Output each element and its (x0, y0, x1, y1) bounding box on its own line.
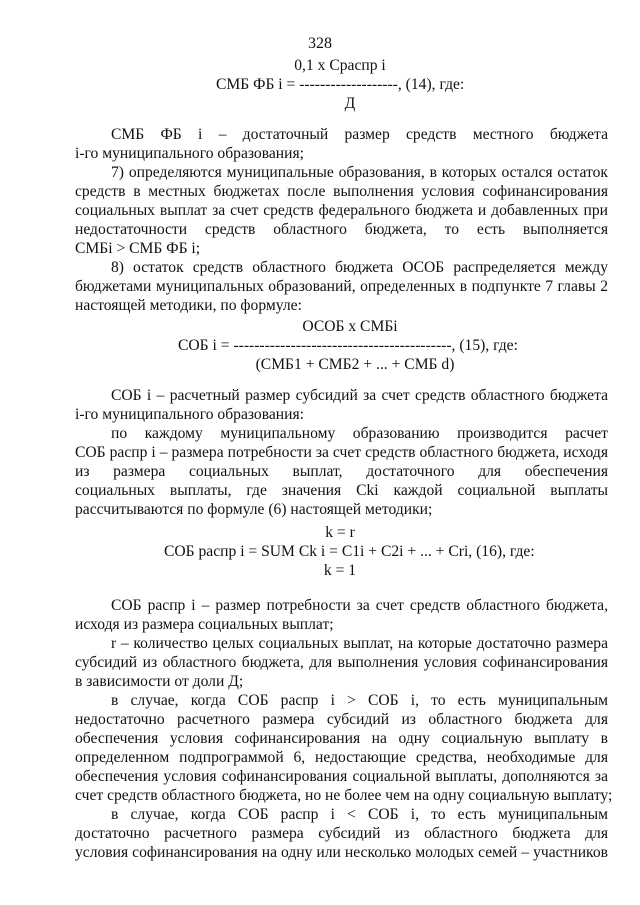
formula-14-denominator: Д (344, 95, 356, 112)
text-line: недостаточно расчетного размера субсидий из областного бюджета для (75, 711, 608, 728)
text-line: i-го муниципального образования; (75, 145, 305, 162)
text-line: по каждому муниципальному образованию производится расчет (111, 425, 608, 442)
formula-15: СОБ i = ------------------------------------------, (15), где: (178, 337, 518, 354)
formula-15-numerator: ОСОБ х СМБi (302, 318, 398, 335)
text-line: счет средств областного бюджета, но не более чем на одну социальную выплату; (75, 787, 613, 804)
text-line: обеспечения условия софинансирования на одну социальную выплату в (75, 730, 608, 747)
formula-15-denominator: (СМБ1 + СМБ2 + ... + СМБ d) (255, 356, 455, 373)
text-line: r – количество целых социальных выплат, на которые достаточно размера (111, 635, 608, 652)
text-line: обеспечения условия софинансирования социальной выплаты, дополняются за (75, 768, 608, 785)
text-line: условия софинансирования на одну или несколько молодых семей – участников (75, 844, 608, 861)
text-line: рассчитываются по формуле (6) настоящей методики; (75, 501, 433, 518)
text-line: 7) определяются муниципальные образования, в которых остался остаток (111, 164, 608, 181)
formula-14-numerator: 0,1 х Сраспр i (294, 57, 386, 74)
text-line: в зависимости от доли Д; (75, 673, 244, 690)
text-line: социальных выплат за счет средств федерального бюджета и добавленных при (75, 202, 608, 219)
text-line: социальных выплаты, где значения Cki каждой социальной выплаты (75, 482, 608, 499)
text-line: бюджетами муниципальных образований, определенных в подпункте 7 главы 2 (75, 278, 608, 295)
text-line: средств в местных бюджетах после выполнения условия софинансирования (75, 183, 608, 200)
text-line: в случае, когда СОБ распр i < СОБ i, то есть муниципальным (111, 806, 608, 823)
text-line: в случае, когда СОБ распр i > СОБ i, то есть муниципальным (111, 692, 608, 709)
text-line: i-го муниципального образования: (75, 406, 305, 423)
text-line: 8) остаток средств областного бюджета ОСОБ распределяется между (111, 259, 608, 276)
text-line: СМБ ФБ i – достаточный размер средств местного бюджета (111, 126, 608, 143)
text-line: достаточно расчетного размера субсидий из областного бюджета для (75, 825, 608, 842)
formula-16: СОБ распр i = SUM Ck i = C1i + C2i + ... + Cri, (16), где: (164, 543, 535, 560)
formula-14: СМБ ФБ i = -------------------, (14), где: (216, 76, 465, 93)
formula-16-upper-limit: k = r (325, 524, 355, 541)
text-line: СОБ распр i – размер потребности за счет средств областного бюджета, (111, 597, 608, 614)
text-line: из размера социальных выплат, достаточного для обеспечения (75, 463, 608, 480)
page-number: 328 (308, 35, 332, 52)
text-line: СОБ распр i – размера потребности за счет средств областного бюджета, исходя (75, 444, 608, 461)
text-line: настоящей методики, по формуле: (75, 297, 302, 314)
formula-16-lower-limit: k = 1 (323, 562, 357, 579)
text-line: определенном подпрограммой 6, недостающие средства, необходимые для (75, 749, 608, 766)
text-line: недостаточности средств областного бюджета, то есть выполняется (75, 221, 608, 238)
text-line: СМБi > СМБ ФБ i; (75, 240, 201, 257)
text-line: СОБ i – расчетный размер субсидий за счет средств областного бюджета (111, 387, 608, 404)
text-line: субсидий из областного бюджета, для выполнения условия софинансирования (75, 654, 608, 671)
text-line: исходя из размера социальных выплат; (75, 616, 334, 633)
